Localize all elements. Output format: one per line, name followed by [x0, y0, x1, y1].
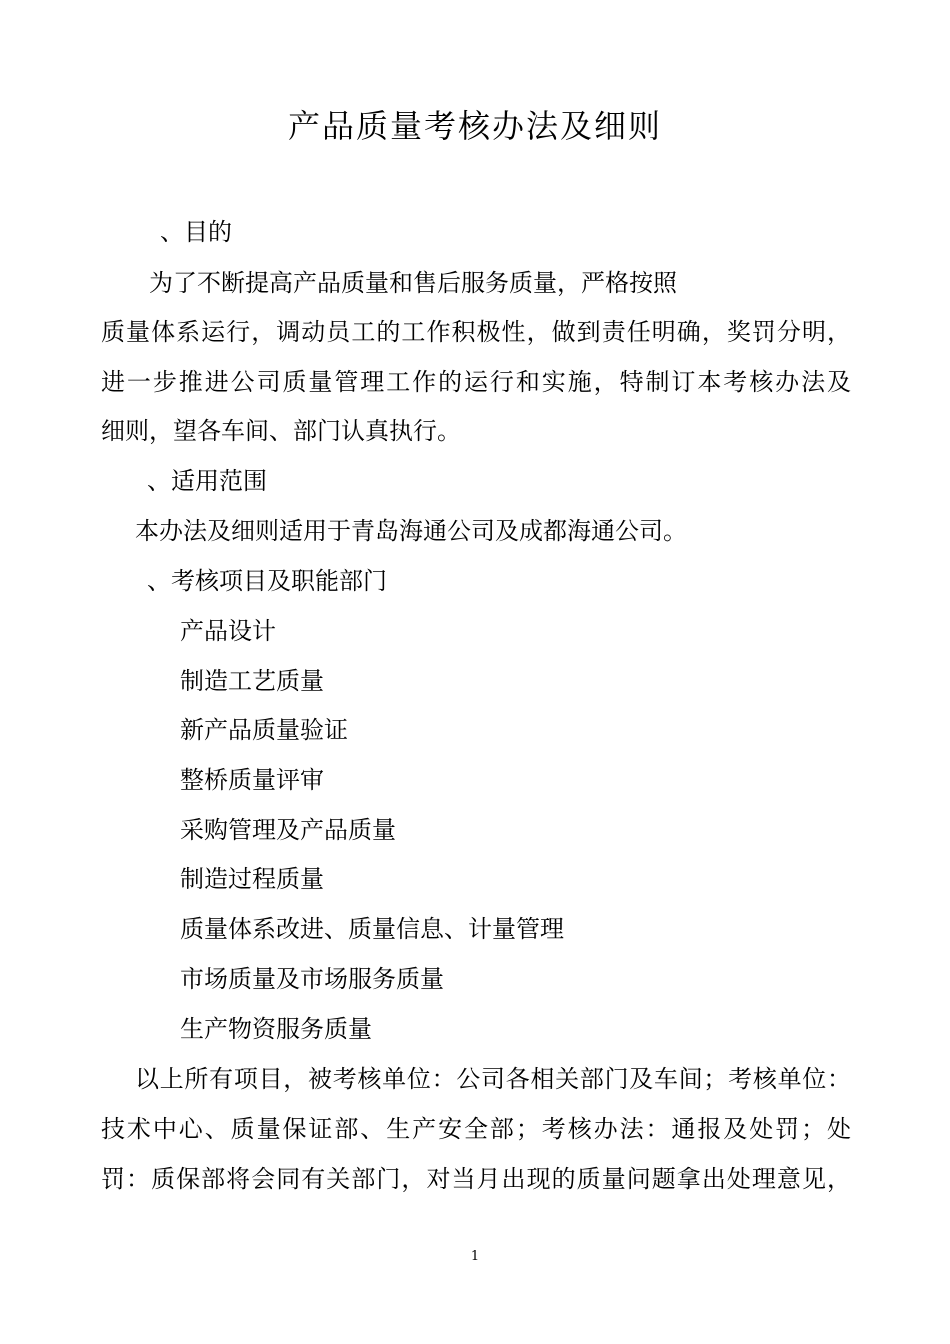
list-item: 质量体系改进、质量信息、计量管理: [180, 915, 564, 943]
document-title: 产品质量考核办法及细则: [287, 107, 662, 145]
section-heading-purpose: 、目的: [160, 218, 232, 246]
scope-paragraph: 本办法及细则适用于青岛海通公司及成都海通公司。: [135, 517, 687, 545]
list-item: 制造工艺质量: [180, 667, 324, 695]
list-item: 生产物资服务质量: [180, 1015, 372, 1043]
list-item: 整桥质量评审: [180, 766, 324, 794]
list-item: 产品设计: [180, 617, 276, 645]
list-item: 采购管理及产品质量: [180, 816, 396, 844]
purpose-paragraph-line-2: 质量体系运行，调动员工的工作积极性，做到责任明确，奖罚分明，: [101, 318, 851, 346]
page-number: 1: [470, 1249, 480, 1264]
purpose-paragraph-line-3: 进一步推进公司质量管理工作的运行和实施，特制订本考核办法及: [101, 368, 851, 396]
list-item: 新产品质量验证: [180, 716, 348, 744]
section-heading-scope: 、适用范围: [147, 467, 267, 495]
list-item: 制造过程质量: [180, 865, 324, 893]
list-item: 市场质量及市场服务质量: [180, 965, 444, 993]
assessment-paragraph-line-3: 罚：质保部将会同有关部门，对当月出现的质量问题拿出处理意见，: [101, 1165, 851, 1193]
purpose-paragraph-line-1: 为了不断提高产品质量和售后服务质量，严格按照: [149, 269, 677, 297]
section-heading-assessment-items: 、考核项目及职能部门: [147, 567, 387, 595]
purpose-paragraph-line-4: 细则，望各车间、部门认真执行。: [101, 417, 461, 445]
assessment-paragraph-line-1: 以上所有项目，被考核单位：公司各相关部门及车间；考核单位：: [135, 1065, 851, 1093]
assessment-paragraph-line-2: 技术中心、质量保证部、生产安全部；考核办法：通报及处罚；处: [101, 1115, 851, 1143]
